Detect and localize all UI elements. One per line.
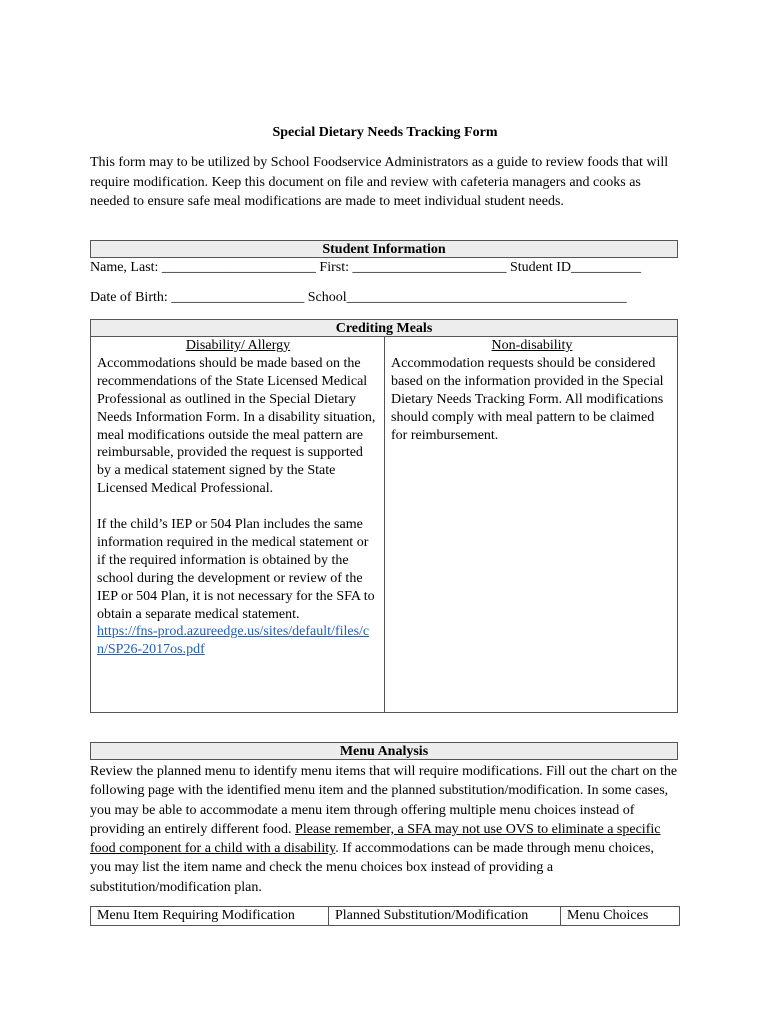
disability-column <box>97 337 379 659</box>
non-disability-column <box>391 337 673 444</box>
crediting-meals-table <box>90 337 678 713</box>
crediting-meals-header: Crediting Meals <box>90 319 678 337</box>
column-menu-item: Menu Item Requiring Modification <box>91 907 329 925</box>
menu-analysis-header: Menu Analysis <box>90 742 678 760</box>
menu-analysis-table-header <box>90 906 680 926</box>
disability-paragraph: Accommodations should be made based on the recommendations of the State Licensed Medical Professional as outlined in the Special Dietary Needs Information Form. In a disability situation, meal modifications outside the meal pattern are reimbursable, provided the request is supported by a medical statement signed by the State Licensed Medical Professional. <box>97 355 376 497</box>
name-field-line[interactable]: Name, Last: ______________________ First: ______________________ Student ID__________ <box>90 260 642 275</box>
menu-analysis-paragraph <box>90 762 678 897</box>
column-menu-choices: Menu Choices <box>567 908 649 923</box>
student-information-header: Student Information <box>90 240 678 258</box>
non-disability-paragraph: Accommodation requests should be considered based on the information provided in the Special Dietary Needs Tracking Form. All modifications should comply with meal pattern to be claimed for reimbursement. <box>391 355 664 443</box>
intro-paragraph: This form may to be utilized by School Foodservice Administrators as a guide to review foods that will require modification. Keep this document on file and review with cafeteria managers and cooks as needed to ensure safe meal modifications are made to meet individual student needs. <box>90 155 669 209</box>
form-title: Special Dietary Needs Tracking Form <box>272 125 498 140</box>
iep-504-paragraph: If the child’s IEP or 504 Plan includes the same information required in the medical statement or if the required information is obtained by the school during the development or review of the IEP or 504 Plan, it is not necessary for the SFA to obtain a separate medical statement. <box>97 517 375 622</box>
non-disability-heading: Non-disability <box>491 338 573 353</box>
menu-analysis-text-part1: Review the planned menu to identify menu items that will require modifications. Fill out the chart on the following page with the identified menu item and the planned substitution/modification. In some cases, you may be able to accommodate a menu item through offering multiple menu choices instead of providing an entirely different food. <box>90 764 678 837</box>
menu-analysis-text-part2: . If accommodations can be made through menu choices, you may list the item name and check the menu choices box instead of providing a substitution/modification plan. <box>90 841 654 895</box>
disability-heading: Disability/ Allergy <box>185 338 291 353</box>
dob-school-field-line[interactable]: Date of Birth: ___________________ School________________________________________ <box>90 290 627 305</box>
column-divider <box>384 337 385 712</box>
column-planned-substitution: Planned Substitution/Modification <box>329 907 561 925</box>
usda-memo-link[interactable]: https://fns-prod.azureedge.us/sites/default/files/cn/SP26-2017os.pdf <box>97 624 370 658</box>
ovs-reminder: Please remember, a SFA may not use OVS to eliminate a specific food component for a child with a disability <box>90 821 661 857</box>
